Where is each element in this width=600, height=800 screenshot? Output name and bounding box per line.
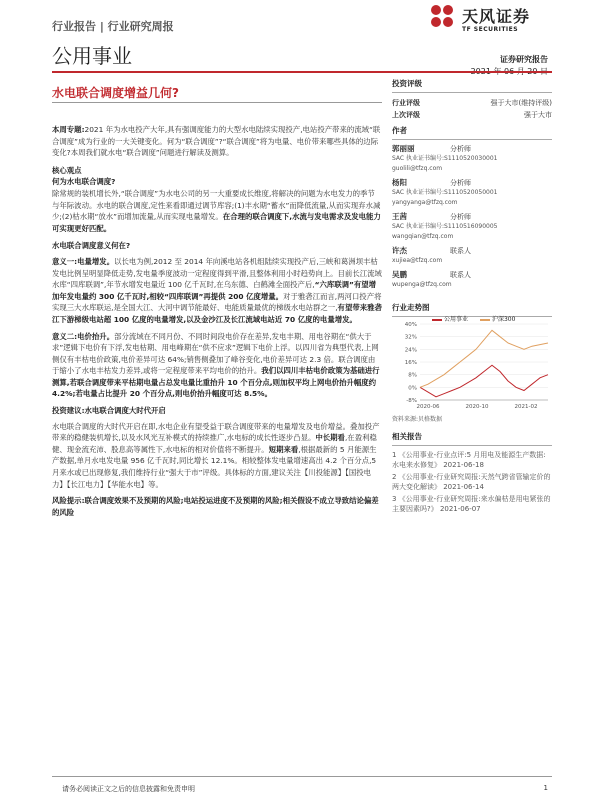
- paragraph-1-highlight: 在合理的联合调度下,水流与发电需求及发电能力可实现更好匹配。: [52, 212, 381, 233]
- paragraph-4-text-c: ,根据最新的 5 月能源生产数据,单月水电发电量 956 亿千瓦时,同比增长 12.1%。相较整体发电量增速高出 4.2 个百分点,5 月来水或已出现修复,我们维持行业“强大于市”评级。具体标的方面,建议关注【川投能源】【国投电力】【长江电力】【华能水电】等。: [52, 444, 377, 489]
- paragraph-4-highlight-b: 短期来看: [268, 444, 299, 454]
- prev-rating-label: 上次评级: [392, 111, 420, 119]
- related-reports: [392, 432, 552, 516]
- analyst-item: [392, 246, 552, 266]
- summary-text: 2021 年为水电投产大年,具有强调度能力的大型水电陆续实现投产,电站投产带来的流域“联合调度”成为行业的一大关键变化。何为“联合调度”?“联合调度”将为电量、电价带来哪些具体的边际变化?本周我们就水电“联合调度”问题进行解读及测算。: [52, 125, 381, 158]
- analyst-item: [392, 270, 552, 290]
- main-content: [52, 124, 382, 518]
- analyst-name: 郭丽丽: [392, 144, 415, 153]
- y-tick-label: -8%: [406, 398, 417, 404]
- summary-label: 本周专题:: [52, 125, 85, 134]
- related-report-link[interactable]: 1 《公用事业-行业点评:5 月用电及能源生产数据:水电来水修复》 2021-06-18: [392, 451, 546, 469]
- logo-text-cn: 天风证券: [462, 7, 531, 26]
- report-title: 水电联合调度增益几何?: [52, 86, 179, 100]
- risk-paragraph: [52, 495, 382, 518]
- question-1: 何为水电联合调度?: [52, 177, 116, 187]
- legend-label: 公用事业: [444, 316, 469, 323]
- prev-rating-value: 强于大市: [524, 111, 552, 119]
- analyst-email[interactable]: yangyanga@tfzq.com: [392, 199, 458, 206]
- analyst-name: 许杰: [392, 246, 407, 255]
- prev-rating-row: [392, 109, 552, 121]
- analyst-email[interactable]: wangqian@tfzq.com: [392, 233, 454, 240]
- summary-paragraph: [52, 124, 382, 159]
- analyst-email[interactable]: guolili@tfzq.com: [392, 165, 443, 172]
- analyst-email[interactable]: xujiea@tfzq.com: [392, 257, 443, 264]
- chart-plot: [392, 320, 552, 415]
- y-tick-label: 0%: [408, 385, 417, 392]
- paragraph-2-text-b: 对于雅砻江而言,两河口投产将实现三大水库联运,是全国大江、大河中调节能最好、电能质量最优的梯级水电站群之一,: [52, 291, 382, 313]
- related-heading: 相关报告: [392, 432, 552, 446]
- sidebar: [392, 78, 552, 290]
- report-category: 行业报告 | 行业研究周报: [52, 20, 174, 33]
- y-tick-label: 24%: [404, 347, 417, 354]
- rating-heading: 投资评级: [392, 78, 552, 93]
- analyst-item: [392, 212, 552, 242]
- risk-text: 联合调度效果不及预期的风险;电站投运进度不及预期的风险;相关假设不成立导致结论偏差的风险: [52, 496, 379, 517]
- analyst-name: 吴鹏: [392, 270, 407, 279]
- page-number: 1: [543, 784, 548, 792]
- question-3: 投资建议:水电联合调度大时代开启: [52, 406, 166, 416]
- paragraph-2-highlight-b: 有望带来雅砻江下游梯级电站超 100 亿度的电量增发,以及金沙江及长江流域电站近 70 亿度的电量增发。: [52, 303, 382, 324]
- analyst-email[interactable]: wupenga@tfzq.com: [392, 281, 452, 288]
- analyst-cert: SAC 执业证书编号:S1110520030001: [392, 155, 498, 162]
- footer-divider: [52, 776, 552, 777]
- industry-rating-value: 强于大市(维持评级): [490, 99, 552, 107]
- x-tick-label: 2021-02: [514, 404, 538, 410]
- analyst-item: [392, 178, 552, 208]
- industry-rating-row: [392, 97, 552, 109]
- paragraph-3-label: 意义二:电价抬升。: [52, 331, 115, 341]
- paragraph-4: [52, 421, 382, 491]
- report-type: 证券研究报告: [500, 55, 548, 64]
- y-tick-label: 40%: [404, 322, 417, 328]
- paragraph-3: [52, 331, 382, 401]
- industry-rating-label: 行业评级: [392, 99, 420, 107]
- x-tick-label: 2020-10: [465, 404, 489, 410]
- paragraph-2-text: 以长电为例,2012 至 2014 年向溪电站各机组陆续实现投产后,三峡和葛洲坝丰枯发电比例呈明显降低走势,发电量季度波动一定程度得到平滑,且整体利用小时趋势向上。目前长江流域水库“四库联调”,年节水增发电量近 100 亿千瓦时,在乌东德、白鹤滩全面投产后,: [52, 256, 382, 290]
- analyst-name: 杨阳: [392, 178, 407, 187]
- legend-label: 沪深300: [491, 316, 516, 323]
- title-divider: [52, 102, 382, 103]
- analyst-item: [392, 144, 552, 174]
- paragraph-1: [52, 188, 382, 234]
- paragraph-2: [52, 256, 382, 326]
- y-tick-label: 16%: [404, 360, 417, 366]
- paragraph-4-highlight: 中长期看: [315, 433, 345, 443]
- footer-disclaimer: 请务必阅读正文之后的信息披露和免责申明: [62, 785, 195, 793]
- analyst-role: 分析师: [450, 179, 471, 187]
- analyst-role: 联系人: [450, 247, 471, 255]
- analyst-name: 王茜: [392, 212, 407, 221]
- analyst-list: [392, 144, 552, 290]
- analyst-role: 分析师: [450, 213, 471, 221]
- paragraph-2-highlight: “六库联调”有望增加年发电量约 300 亿千瓦时,相较“四库联调”再提供 200 亿度增量。: [52, 280, 377, 301]
- related-report-link[interactable]: 3 《公用事业-行业研究周报:来水偏枯是用电紧张的主要因素吗?》 2021-06-07: [392, 495, 551, 513]
- logo-mark-icon: [430, 4, 454, 32]
- analyst-cert: SAC 执业证书编号:S1110516090005: [392, 223, 498, 230]
- analyst-role: 联系人: [450, 271, 471, 279]
- analyst-role: 分析师: [450, 145, 471, 153]
- header-divider: [52, 71, 552, 73]
- series-line: [420, 330, 548, 387]
- company-logo: [420, 2, 560, 40]
- logo-text-en: TF SECURITIES: [462, 26, 519, 33]
- paragraph-4-text: 水电联合调度的大时代开启在即,水电企业有望受益于联合调度带来的电量增发及电价增益。叠加投产带来的稳健装机增长,以及水风光互补模式的持续推广,水电标的成长性逐步凸显。: [52, 421, 380, 443]
- related-report-link[interactable]: 2 《公用事业-行业研究周报:天然气跨省管输定价的两大变化解读》 2021-06-14: [392, 473, 551, 491]
- paragraph-2-label: 意义一:电量增发。: [52, 256, 115, 266]
- paragraph-1-text: 除常规的装机增长外,“联合调度”为水电公司的另一大重要成长维度,将解决的问题为水电发力的季节与年际波动。水电的联合调度,定性来看即通过调节库容;(1)丰水期“蓄水”而降低流量,从而实现弃水减少;(2)枯水期“放水”而增加流量,从而实现电量增发。: [52, 188, 381, 222]
- question-2: 水电联合调度意义何在?: [52, 241, 131, 251]
- paragraph-4-text-b: ,在盈利稳健、现金流充沛、股息高等属性下,水电标的相对价值将不断提升。: [52, 433, 377, 454]
- x-tick-label: 2020-06: [416, 404, 440, 410]
- industry-trend-chart: [392, 302, 552, 422]
- paragraph-3-text: 部分流域在不同月份、不同时间段电价存在差异,发电丰期、用电谷期在“供大于求”逻辑下电价有下浮,发电枯期、用电峰期在“供不应求”逻辑下电价上浮。以四川省为典型代表,上网侧仅有丰枯电价政策,电价差异可达 64%;销售侧叠加了峰谷变化,电价差异可达 2.3 倍。联合调度由于缩小了水电丰枯发力差异,或将一定程度带来平均电价的抬升。: [52, 331, 379, 376]
- sector-title: 公用事业: [52, 44, 132, 68]
- core-heading: 核心观点: [52, 165, 82, 175]
- y-tick-label: 8%: [408, 372, 417, 379]
- chart-heading: 行业走势图: [392, 302, 552, 317]
- analysts-heading: 作者: [392, 125, 552, 140]
- paragraph-3-highlight: 我们以四川丰枯电价政策为基础进行测算,若联合调度带来平枯期电量占总发电量比重抬升 10 个百分点,则加权平均上网电价抬升幅度约 4.2%;若电量占比提升 20 个百分点,则电价抬升幅度可达 8.5%。: [52, 366, 380, 399]
- chart-source: 资料来源:贝格数据: [392, 416, 443, 423]
- risk-label: 风险提示:: [52, 496, 85, 506]
- series-line: [420, 365, 548, 397]
- y-tick-label: 32%: [404, 334, 417, 341]
- analyst-cert: SAC 执业证书编号:S1110520050001: [392, 189, 498, 196]
